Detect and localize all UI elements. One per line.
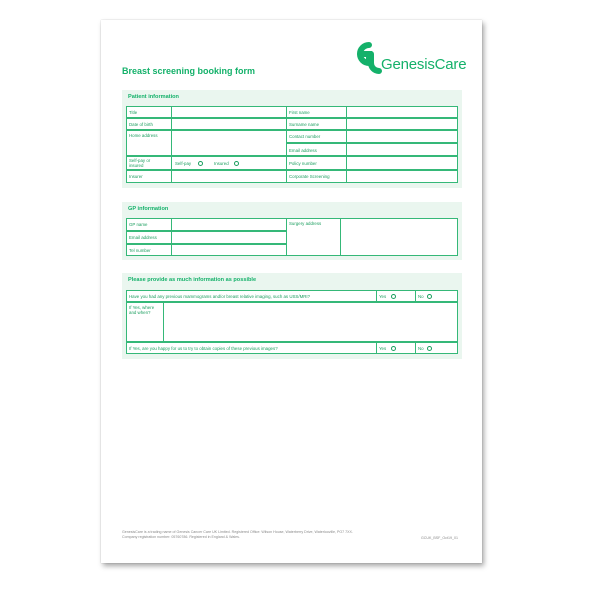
patient-section-title: Patient information [128,94,179,100]
home-address-input[interactable] [171,130,287,156]
dob-input[interactable] [171,118,287,130]
previous-imaging-question: Have you had any previous mammograms and/or breast relative imaging, such as USS/MRI? [129,294,311,299]
insurer-field[interactable] [126,170,286,183]
surgery-address-label: Surgery address [289,221,322,226]
brand-name: GenesisCare [381,56,467,73]
corporate-screening-field[interactable] [286,170,457,183]
no-label: No [418,294,424,299]
footer-legal-text: GenesisCare is a trading name of Genesis Cancer Care UK Limited. Registered Office: Wilson House, Waterberry Drive, Waterlooville, PO7 7XX. Company registration number: 05760786. Registered in England & Wales. [122,530,353,539]
yes-label: Yes [379,346,387,351]
info-section-title: Please provide as much information as possible [128,277,257,283]
surgery-address-field[interactable] [286,218,457,256]
patient-information-section [122,90,462,188]
previous-imaging-no-option [415,290,458,302]
email-address-label: Email address [289,148,317,153]
self-pay-options [171,156,287,170]
email-address-field[interactable] [286,143,457,156]
no-label: No [418,346,424,351]
self-pay-radio[interactable] [198,161,203,166]
where-when-input[interactable] [163,302,458,342]
yes-label: Yes [379,294,387,299]
self-pay-option-label: Self-pay [175,161,192,166]
surname-input[interactable] [346,118,458,130]
insurer-label: Insurer [129,174,143,179]
dob-field[interactable] [126,118,286,130]
dob-label: Date of birth [129,122,153,127]
corporate-screening-label: Corporate Screening [289,174,330,179]
policy-number-field[interactable] [286,156,457,170]
title-input[interactable] [171,106,287,118]
home-address-field[interactable] [126,130,286,156]
insured-radio[interactable] [234,161,239,166]
gp-tel-field[interactable] [126,244,286,256]
insured-label: insured [129,163,144,168]
self-pay-insured-field [126,156,286,170]
genesiscare-logo [357,42,465,78]
contact-number-label: Contact number [289,134,321,139]
policy-number-label: Policy number [289,161,317,166]
previous-imaging-yes-option [376,290,416,302]
gp-name-input[interactable] [171,218,287,231]
policy-number-input[interactable] [346,156,458,170]
form-page [101,20,482,563]
gp-tel-input[interactable] [171,244,287,256]
obtain-copies-question-row [126,342,457,354]
insured-option-label: Insured [214,161,229,166]
gp-email-field[interactable] [126,231,286,244]
additional-information-section [122,273,462,359]
obtain-copies-no-option [415,342,458,354]
self-pay-label: Self-pay or [129,158,151,163]
gp-information-section [122,202,462,260]
gp-email-input[interactable] [171,231,287,244]
gp-name-label: GP name [129,222,148,227]
obtain-copies-yes-option [376,342,416,354]
contact-number-field[interactable] [286,130,457,143]
previous-imaging-yes-radio[interactable] [391,294,396,299]
where-when-label-1: If Yes, where [129,305,155,310]
gp-name-field[interactable] [126,218,286,231]
previous-imaging-question-row [126,290,457,302]
where-when-label-2: and when? [129,310,151,315]
obtain-copies-no-radio[interactable] [427,346,432,351]
previous-imaging-no-radio[interactable] [427,294,432,299]
first-name-label: First name [289,110,310,115]
home-address-label: Home address [129,133,158,138]
surname-label: Surname name [289,122,320,127]
contact-number-input[interactable] [346,130,458,143]
gp-email-label: Email address [129,235,157,240]
where-when-field[interactable] [126,302,457,342]
first-name-field[interactable] [286,106,457,118]
corporate-screening-input[interactable] [346,170,458,183]
insurer-input[interactable] [171,170,287,183]
genesiscare-logo-mark-icon [357,42,383,76]
gp-section-title: GP information [128,206,169,212]
obtain-copies-yes-radio[interactable] [391,346,396,351]
form-title: Breast screening booking form [122,66,256,76]
gp-tel-label: Tel number [129,248,151,253]
first-name-input[interactable] [346,106,458,118]
title-label: Title [129,110,138,115]
surname-field[interactable] [286,118,457,130]
document-reference: GCUK_BSF_Oct19_01 [421,536,458,540]
title-field[interactable] [126,106,286,118]
surgery-address-input[interactable] [340,218,458,256]
email-address-input[interactable] [346,143,458,156]
obtain-copies-question: If Yes, are you happy for us to try to obtain copies of these previous images? [129,346,278,351]
